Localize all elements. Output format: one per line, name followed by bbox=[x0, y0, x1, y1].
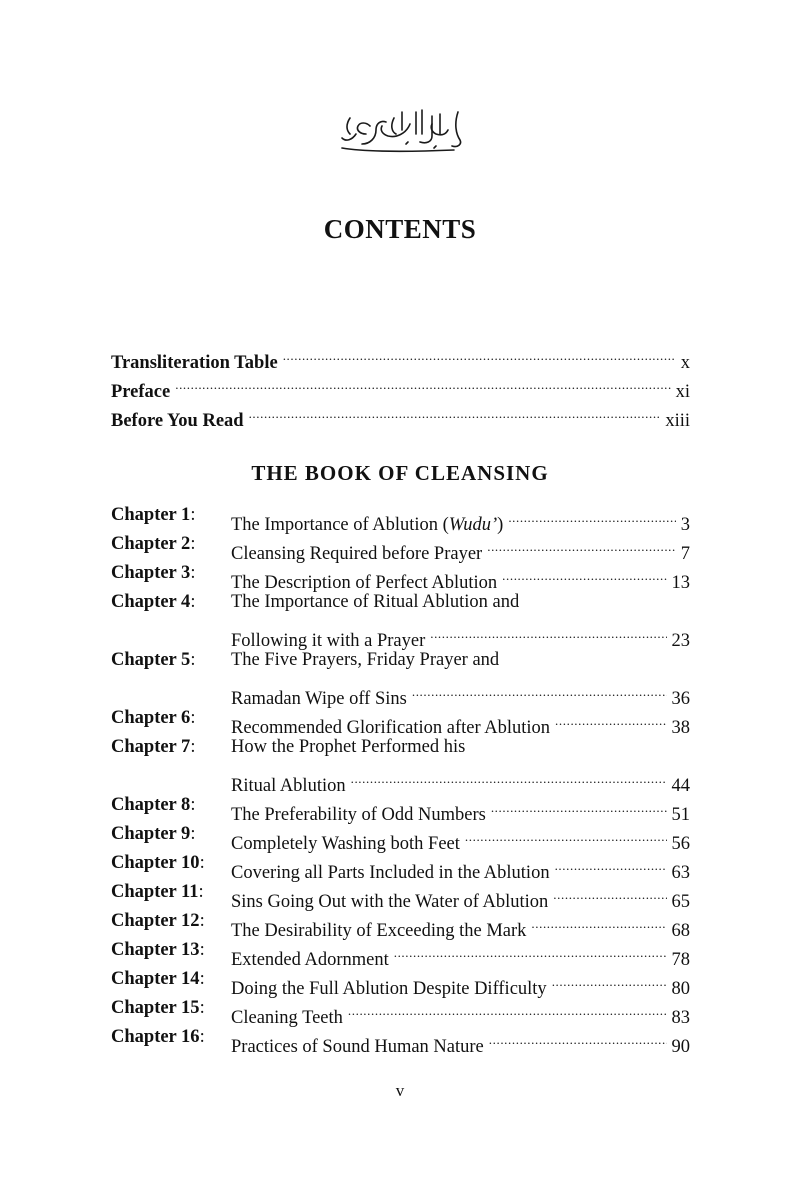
chapter-page: 65 bbox=[671, 892, 690, 912]
chapter-entry-4-continued[interactable] bbox=[111, 617, 690, 651]
toc-entry-title: Preface bbox=[111, 382, 171, 402]
toc-entry-preface[interactable] bbox=[111, 368, 690, 402]
toc-entry-before-you-read[interactable] bbox=[111, 397, 690, 431]
chapter-title: Extended Adornment bbox=[231, 950, 389, 970]
chapter-title: The Description of Perfect Ablution bbox=[231, 573, 498, 593]
chapter-label: Chapter 2: bbox=[111, 534, 196, 554]
chapter-entry-7-continued[interactable] bbox=[111, 762, 690, 796]
chapter-title: Completely Washing both Feet bbox=[231, 834, 460, 854]
chapter-page: 80 bbox=[671, 979, 690, 999]
chapter-entry-10[interactable] bbox=[111, 849, 690, 883]
chapter-entry-15[interactable] bbox=[111, 994, 690, 1028]
chapter-page: 38 bbox=[671, 718, 690, 738]
dot-leader bbox=[249, 397, 661, 426]
dot-leader bbox=[465, 820, 667, 849]
chapter-title: Recommended Glorification after Ablution bbox=[231, 718, 551, 738]
dot-leader bbox=[430, 617, 666, 646]
dot-leader bbox=[555, 849, 667, 878]
chapter-entry-9[interactable] bbox=[111, 820, 690, 854]
chapter-label: Chapter 5: bbox=[111, 650, 196, 670]
chapter-title: The Desirability of Exceeding the Mark bbox=[231, 921, 527, 941]
dot-leader bbox=[489, 1023, 667, 1052]
chapter-entry-16[interactable] bbox=[111, 1023, 690, 1057]
dot-leader bbox=[394, 936, 667, 965]
chapter-title: The Importance of Ritual Ablution and bbox=[231, 592, 520, 612]
chapter-entry-8[interactable] bbox=[111, 791, 690, 825]
dot-leader bbox=[555, 704, 666, 733]
chapter-page: 78 bbox=[671, 950, 690, 970]
chapter-page: 56 bbox=[671, 834, 690, 854]
chapter-page: 13 bbox=[671, 573, 690, 593]
toc-entry-transliteration-table[interactable] bbox=[111, 339, 690, 373]
chapter-entry-4[interactable] bbox=[111, 588, 690, 617]
chapter-label: Chapter 10: bbox=[111, 853, 205, 873]
chapter-title: Sins Going Out with the Water of Ablution bbox=[231, 892, 549, 912]
chapter-title-line2: Ritual Ablution bbox=[231, 776, 346, 796]
toc-entry-title: Transliteration Table bbox=[111, 353, 278, 373]
chapter-title: The Importance of Ablution (Wudu’) bbox=[231, 515, 504, 535]
dot-leader bbox=[487, 530, 676, 559]
toc-entry-page: xiii bbox=[665, 411, 690, 431]
chapter-label: Chapter 16: bbox=[111, 1027, 205, 1047]
dot-leader bbox=[351, 762, 667, 791]
chapter-entry-14[interactable] bbox=[111, 965, 690, 999]
chapter-entry-11[interactable] bbox=[111, 878, 690, 912]
chapter-page: 23 bbox=[671, 631, 690, 651]
chapter-label: Chapter 14: bbox=[111, 969, 205, 989]
dot-leader bbox=[552, 965, 667, 994]
chapter-page: 83 bbox=[671, 1008, 690, 1028]
chapter-label: Chapter 3: bbox=[111, 563, 196, 583]
chapter-label: Chapter 6: bbox=[111, 708, 196, 728]
chapter-entry-5-continued[interactable] bbox=[111, 675, 690, 709]
chapter-page: 63 bbox=[671, 863, 690, 883]
chapter-entry-6[interactable] bbox=[111, 704, 690, 738]
chapter-page: 44 bbox=[671, 776, 690, 796]
chapter-title-line2: Ramadan Wipe off Sins bbox=[231, 689, 407, 709]
dot-leader bbox=[348, 994, 667, 1023]
chapter-page: 68 bbox=[671, 921, 690, 941]
chapter-label: Chapter 12: bbox=[111, 911, 205, 931]
chapter-title-line2: Following it with a Prayer bbox=[231, 631, 426, 651]
dot-leader bbox=[502, 559, 666, 588]
page-number: v bbox=[395, 1081, 405, 1100]
chapter-label: Chapter 15: bbox=[111, 998, 205, 1018]
chapter-label: Chapter 7: bbox=[111, 737, 196, 757]
section-heading: THE BOOK OF CLEANSING bbox=[251, 461, 549, 485]
toc-entry-title: Before You Read bbox=[111, 411, 244, 431]
chapter-label: Chapter 11: bbox=[111, 882, 204, 902]
chapter-page: 51 bbox=[671, 805, 690, 825]
dot-leader bbox=[553, 878, 666, 907]
chapter-label: Chapter 9: bbox=[111, 824, 196, 844]
chapter-page: 3 bbox=[680, 515, 690, 535]
chapter-entry-3[interactable] bbox=[111, 559, 690, 593]
dot-leader bbox=[491, 791, 667, 820]
chapter-entry-12[interactable] bbox=[111, 907, 690, 941]
chapter-title: Cleansing Required before Prayer bbox=[231, 544, 483, 564]
dot-leader bbox=[175, 368, 670, 397]
dot-leader bbox=[531, 907, 666, 936]
chapter-title: The Five Prayers, Friday Prayer and bbox=[231, 650, 500, 670]
chapter-title: Covering all Parts Included in the Ablution bbox=[231, 863, 550, 883]
chapter-entry-2[interactable] bbox=[111, 530, 690, 564]
chapter-title: How the Prophet Performed his bbox=[231, 737, 466, 757]
chapter-entry-7[interactable] bbox=[111, 733, 690, 762]
chapter-title: Practices of Sound Human Nature bbox=[231, 1037, 484, 1057]
dot-leader bbox=[283, 339, 676, 368]
dot-leader bbox=[412, 675, 667, 704]
front-matter-list bbox=[111, 339, 690, 431]
chapter-entry-1[interactable] bbox=[111, 501, 690, 535]
page-title: CONTENTS bbox=[323, 214, 477, 244]
chapter-label: Chapter 8: bbox=[111, 795, 196, 815]
chapter-entry-13[interactable] bbox=[111, 936, 690, 970]
bismillah-calligraphy bbox=[336, 104, 466, 156]
chapter-entry-5[interactable] bbox=[111, 646, 690, 675]
chapter-title: Doing the Full Ablution Despite Difficulty bbox=[231, 979, 547, 999]
dot-leader bbox=[508, 501, 675, 530]
chapter-label: Chapter 1: bbox=[111, 505, 196, 525]
chapter-title: Cleaning Teeth bbox=[231, 1008, 343, 1028]
chapter-label: Chapter 4: bbox=[111, 592, 196, 612]
chapter-page: 90 bbox=[671, 1037, 690, 1057]
chapter-page: 7 bbox=[680, 544, 690, 564]
toc-entry-page: x bbox=[680, 353, 690, 373]
chapter-title: The Preferability of Odd Numbers bbox=[231, 805, 486, 825]
chapter-list bbox=[111, 501, 690, 1057]
toc-entry-page: xi bbox=[675, 382, 690, 402]
chapter-label: Chapter 13: bbox=[111, 940, 205, 960]
chapter-page: 36 bbox=[671, 689, 690, 709]
